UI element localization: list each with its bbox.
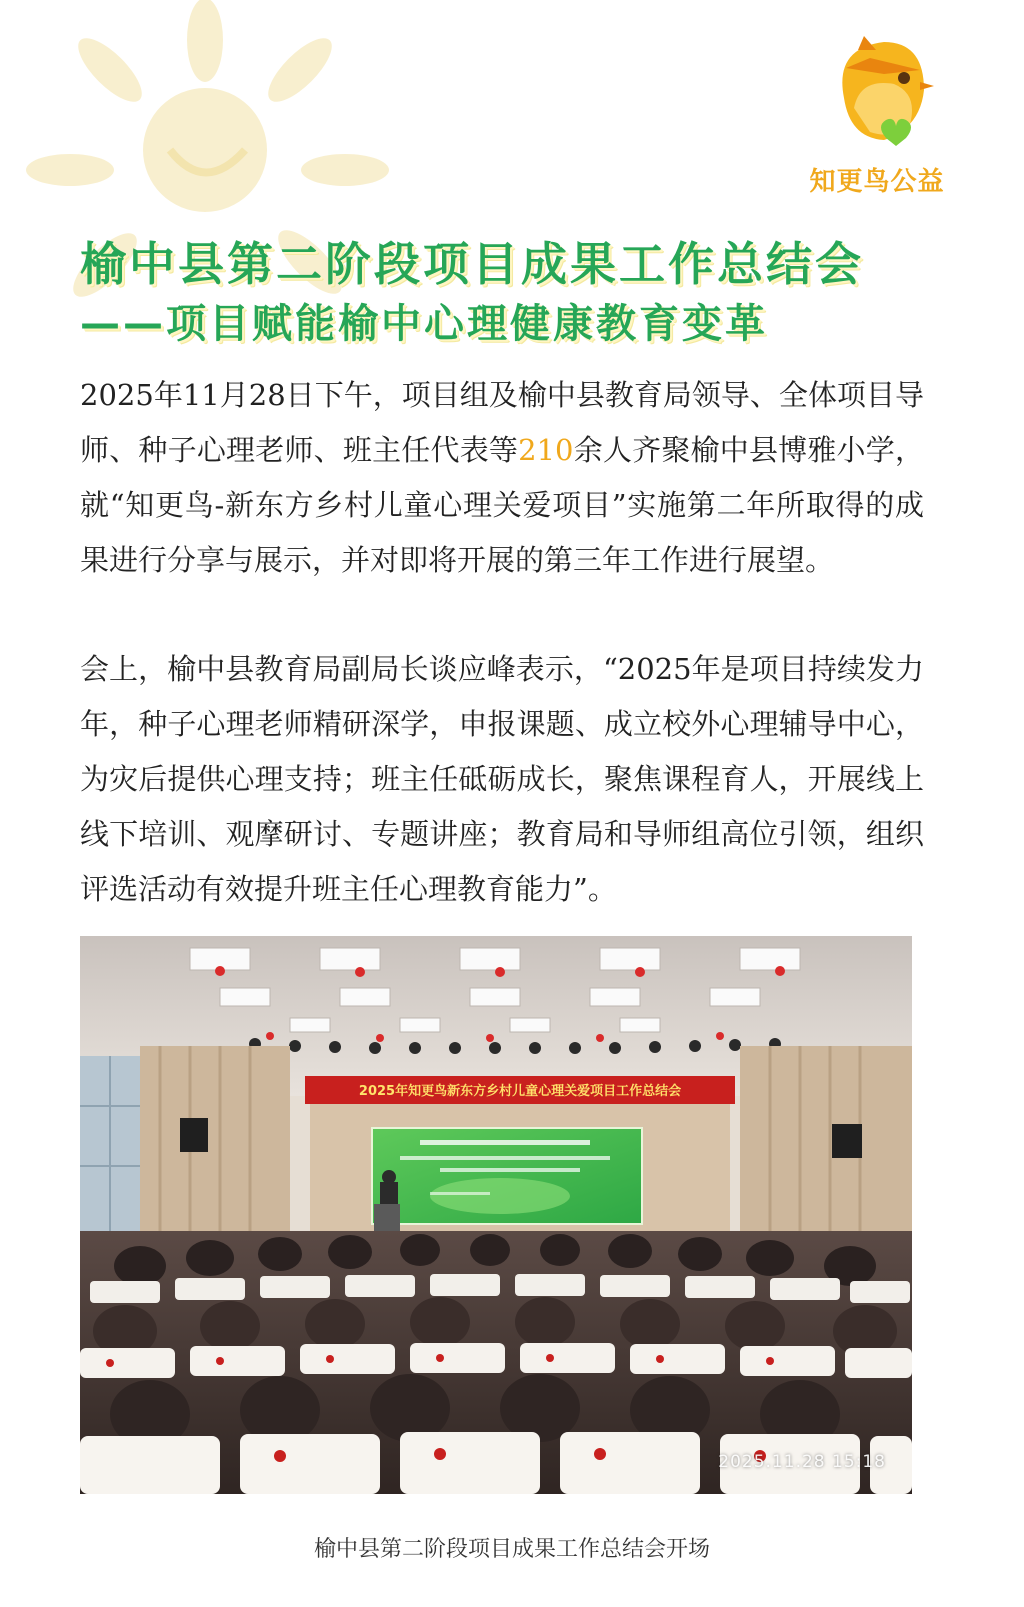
- paragraph-intro: [80, 368, 924, 588]
- paragraph-speech: 会上，榆中县教育局副局长谈应峰表示，“2025年是项目持续发力年，种子心理老师精研深学，申报课题、成立校外心理辅导中心，为灾后提供心理支持；班主任砥砺成长，聚焦课程育人，开展线上线下培训、观摩研讨、专题讲座；教育局和导师组高位引领，组织评选活动有效提升班主任心理教育能力”。: [80, 652, 924, 906]
- photo-caption: 榆中县第二阶段项目成果工作总结会开场: [313, 1537, 710, 1562]
- brand-name: 知更鸟公益: [809, 167, 945, 197]
- article-title: 榆中县第二阶段项目成果工作总结会: [80, 237, 864, 291]
- paragraph-intro-part1: 2025年11月28日下午，项目组及榆中县教育局领导、全体项目导师、种子心理老师、班主任代表等: [80, 378, 924, 467]
- article-subtitle: ——项目赋能榆中心理健康教育变革: [80, 301, 768, 347]
- brand-logo: [802, 28, 952, 198]
- attendee-count: 210: [518, 433, 574, 467]
- paragraph-intro-part2: 余人齐聚榆中县博雅小学，就“知更鸟-新东方乡村儿童心理关爱项目”实施第二年所取得的成果进行分享与展示，并对即将开展的第三年工作进行展望。: [80, 433, 924, 577]
- robin-bird-icon: [824, 28, 934, 158]
- event-photo: [80, 936, 912, 1494]
- stage-banner: 2025年知更鸟新东方乡村儿童心理关爱项目工作总结会: [358, 1084, 682, 1099]
- photo-timestamp: 2025.11.28 15:18: [718, 1452, 886, 1472]
